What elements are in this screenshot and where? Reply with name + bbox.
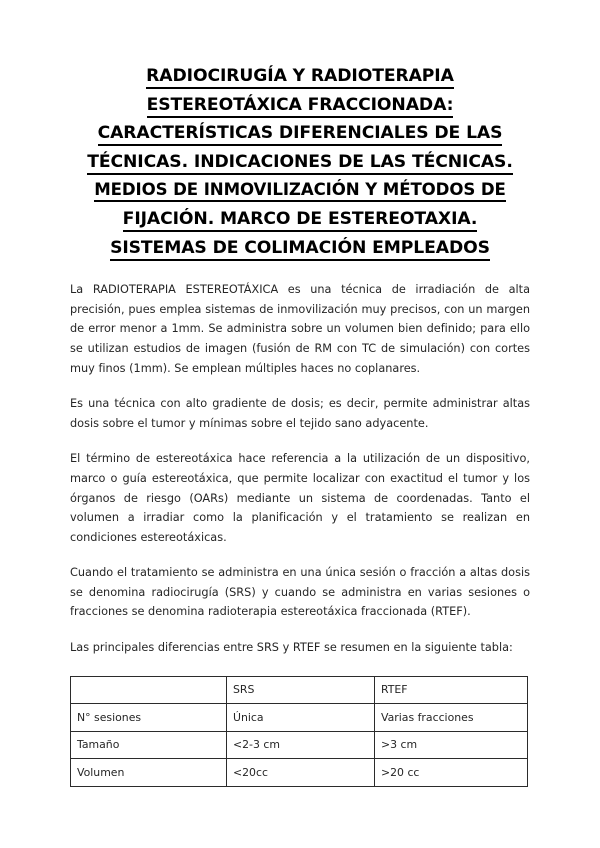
table-cell-label-volumen: Volumen bbox=[71, 759, 227, 787]
table-cell-srs-volumen: <20cc bbox=[227, 759, 375, 787]
document-content bbox=[70, 62, 530, 787]
title-line-5 bbox=[70, 176, 530, 205]
title-line-1-text: RADIOCIRUGÍA Y RADIOTERAPIA bbox=[146, 66, 454, 89]
title-line-6 bbox=[70, 205, 530, 234]
table-header-cell-blank bbox=[71, 676, 227, 704]
title-line-5-text: MEDIOS DE INMOVILIZACIÓN Y MÉTODOS DE bbox=[94, 180, 506, 202]
title-line-7 bbox=[70, 234, 530, 263]
table-header-row bbox=[71, 676, 528, 704]
title-line-6-text: FIJACIÓN. MARCO DE ESTEREOTAXIA. bbox=[123, 209, 478, 232]
table-header-cell-srs: SRS bbox=[227, 676, 375, 704]
table-row bbox=[71, 731, 528, 759]
table-row bbox=[71, 759, 528, 787]
paragraph-3: El término de estereotáxica hace referencia a la utilización de un dispositivo, marco o guía estereotáxica, que permite localizar con exactitud el tumor y los órganos de riesgo (OARs) mediante un sistema de coordenadas. Tanto el volumen a irradiar como la planificación y el tratamiento se realizan en condiciones estereotáxicas. bbox=[70, 452, 530, 544]
title-line-4 bbox=[70, 148, 530, 177]
comparison-table bbox=[70, 676, 528, 787]
title-line-2-text: ESTEREOTÁXICA FRACCIONADA: bbox=[147, 95, 454, 118]
paragraph-1: La RADIOTERAPIA ESTEREOTÁXICA es una técnica de irradiación de alta precisión, pues emplea sistemas de inmovilización muy precisos, con un margen de error menor a 1mm. Se administra sobre un volumen bien definido; para ello se utilizan estudios de imagen (fusión de RM con TC de simulación) con cortes muy finos (1mm). Se emplean múltiples haces no coplanares. bbox=[70, 283, 530, 375]
paragraph-4: Cuando el tratamiento se administra en una única sesión o fracción a altas dosis se denomina radiocirugía (SRS) y cuando se administra en varias sesiones o fracciones se denomina radioterapia estereotáxica fraccionada (RTEF). bbox=[70, 566, 530, 619]
table-cell-label-tamano: Tamaño bbox=[71, 731, 227, 759]
table-cell-rtef-volumen: >20 cc bbox=[375, 759, 528, 787]
table-cell-srs-sesiones: Única bbox=[227, 704, 375, 732]
title-line-1 bbox=[70, 62, 530, 91]
paragraph-5-table-intro: Las principales diferencias entre SRS y RTEF se resumen en la siguiente tabla: bbox=[70, 641, 513, 655]
table-cell-srs-tamano: <2-3 cm bbox=[227, 731, 375, 759]
table-cell-rtef-tamano: >3 cm bbox=[375, 731, 528, 759]
table-row bbox=[71, 704, 528, 732]
title-line-2 bbox=[70, 91, 530, 120]
title-line-3-text: CARACTERÍSTICAS DIFERENCIALES DE LAS bbox=[98, 123, 503, 146]
title-line-4-text: TÉCNICAS. INDICACIONES DE LAS TÉCNICAS. bbox=[87, 152, 513, 175]
page-title bbox=[70, 62, 530, 262]
body-text bbox=[70, 280, 530, 658]
table-cell-rtef-sesiones: Varias fracciones bbox=[375, 704, 528, 732]
table-header-cell-rtef: RTEF bbox=[375, 676, 528, 704]
comparison-table-wrapper bbox=[70, 676, 530, 787]
table-cell-label-sesiones: N° sesiones bbox=[71, 704, 227, 732]
title-line-7-text: SISTEMAS DE COLIMACIÓN EMPLEADOS bbox=[110, 238, 490, 261]
title-line-3 bbox=[70, 119, 530, 148]
paragraph-2: Es una técnica con alto gradiente de dosis; es decir, permite administrar altas dosis sobre el tumor y mínimas sobre el tejido sano adyacente. bbox=[70, 397, 530, 430]
